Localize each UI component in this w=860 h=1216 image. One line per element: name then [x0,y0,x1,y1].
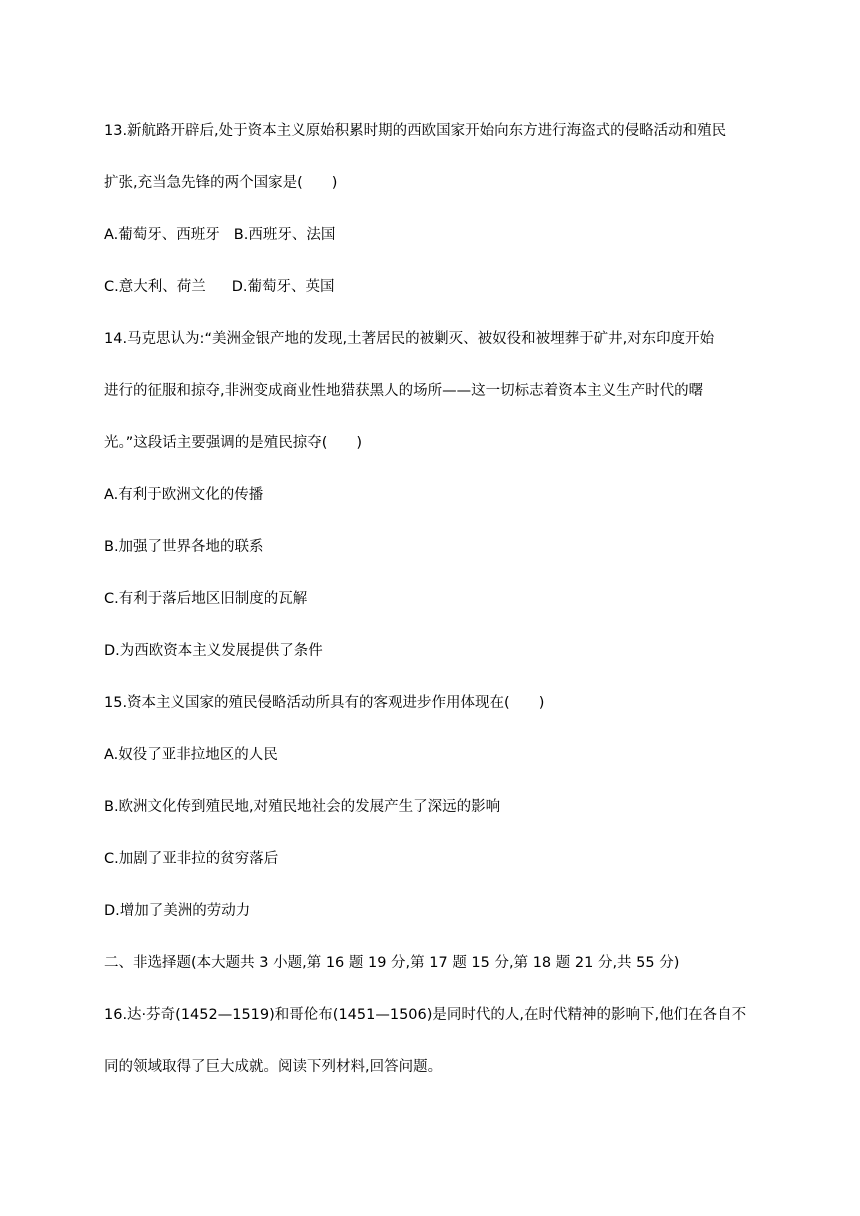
question-15-option-b: B.欧洲文化传到殖民地,对殖民地社会的发展产生了深远的影响 [104,799,501,815]
question-13-option-a: A.葡萄牙、西班牙 [104,227,220,243]
question-13-options-row-2 [104,277,784,297]
question-13-stem-line-1: 13.新航路开辟后,处于资本主义原始积累时期的西欧国家开始向东方进行海盗式的侵略活动和殖民 [104,123,727,139]
question-14-stem-line-3: 光。”这段话主要强调的是殖民掠夺( ) [104,435,363,451]
question-14-option-b: B.加强了世界各地的联系 [104,539,264,555]
question-16-stem-line-1: 16.达·芬奇(1452—1519)和哥伦布(1451—1506)是同时代的人,在时代精神的影响下,他们在各自不 [104,1007,747,1023]
question-14-option-d: D.为西欧资本主义发展提供了条件 [104,643,323,659]
question-14-stem-line-2: 进行的征服和掠夺,非洲变成商业性地猎获黑人的场所——这一切标志着资本主义生产时代的曙 [104,383,704,399]
question-13-option-b: B.西班牙、法国 [233,227,336,243]
question-13-options-row-1 [104,225,784,245]
question-15-option-c: C.加剧了亚非拉的贫穷落后 [104,851,279,867]
question-15-stem: 15.资本主义国家的殖民侵略活动所具有的客观进步作用体现在( ) [104,695,545,711]
question-15-option-d: D.增加了美洲的劳动力 [104,903,251,919]
question-14-option-c: C.有利于落后地区旧制度的瓦解 [104,591,308,607]
question-15-option-a: A.奴役了亚非拉地区的人民 [104,747,278,763]
section-2-heading: 二、非选择题(本大题共 3 小题,第 16 题 19 分,第 17 题 15 分,第 18 题 21 分,共 55 分) [104,955,680,971]
question-14-option-a: A.有利于欧洲文化的传播 [104,487,264,503]
question-13-option-d: D.葡萄牙、英国 [231,279,335,295]
question-14-stem-line-1: 14.马克思认为:“美洲金银产地的发现,土著居民的被剿灭、被奴役和被埋葬于矿井,对东印度开始 [104,331,715,347]
question-13-option-c: C.意大利、荷兰 [104,279,206,295]
question-16-stem-line-2: 同的领域取得了巨大成就。阅读下列材料,回答问题。 [104,1059,443,1075]
question-13-stem-line-2: 扩张,充当急先锋的两个国家是( ) [104,175,338,191]
